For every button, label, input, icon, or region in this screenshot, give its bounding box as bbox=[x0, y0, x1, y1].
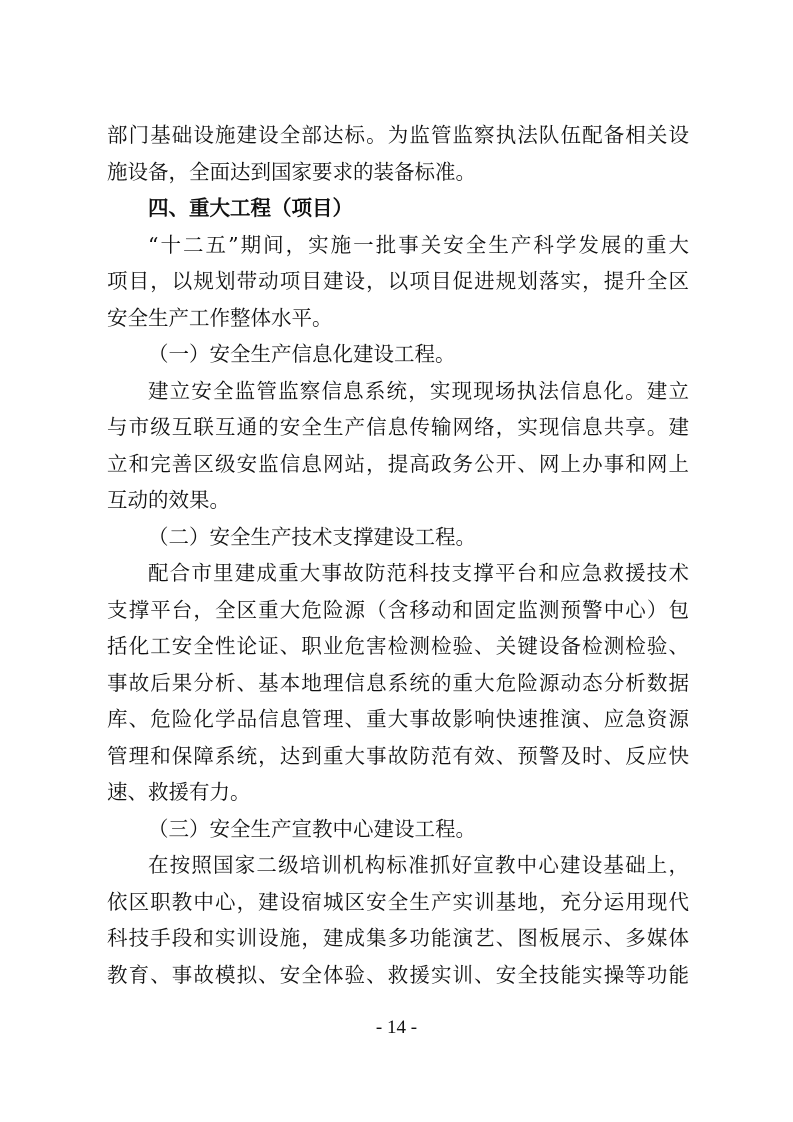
text-line: 立和完善区级安监信息网站，提高政务公开、网上办事和网上 bbox=[107, 451, 689, 476]
text-line: 建立安全监管监察信息系统，实现现场执法信息化。建立 bbox=[148, 378, 689, 403]
document-body bbox=[107, 117, 689, 993]
text-line: 管理和保障系统，达到重大事故防范有效、预警及时、反应快 bbox=[107, 743, 689, 768]
text-line: 科技手段和实训设施，建成集多功能演艺、图板展示、多媒体 bbox=[107, 926, 689, 950]
text-line: 速、救援有力。 bbox=[107, 780, 251, 804]
text-line: 括化工安全性论证、职业危害检测检验、关键设备检测检验、 bbox=[107, 634, 689, 658]
text-line: 教育、事故模拟、安全体验、救援实训、安全技能实操等功能 bbox=[107, 962, 689, 987]
text-line: 互动的效果。 bbox=[107, 488, 230, 512]
text-line: 依区职教中心，建设宿城区安全生产实训基地，充分运用现代 bbox=[107, 889, 689, 914]
section-heading: 四、重大工程（项目） bbox=[148, 196, 353, 220]
text-line: （一）安全生产信息化建设工程。 bbox=[148, 342, 456, 366]
text-line: （三）安全生产宣教中心建设工程。 bbox=[148, 816, 476, 841]
text-line: 与市级互联互通的安全生产信息传输网络，实现信息共享。建 bbox=[107, 415, 689, 439]
text-line: 施设备，全面达到国家要求的装备标准。 bbox=[107, 159, 476, 184]
text-line: 支撑平台，全区重大危险源（含移动和固定监测预警中心）包 bbox=[107, 597, 689, 622]
text-line: 事故后果分析、基本地理信息系统的重大危险源动态分析数据 bbox=[107, 670, 689, 695]
text-line: 安全生产工作整体水平。 bbox=[107, 305, 333, 330]
text-line: 配合市里建成重大事故防范科技支撑平台和应急救援技术 bbox=[148, 561, 689, 585]
page-number: - 14 - bbox=[375, 1017, 418, 1038]
text-line: （二）安全生产技术支撑建设工程。 bbox=[148, 524, 476, 549]
text-line: 在按照国家二级培训机构标准抓好宣教中心建设基础上， bbox=[148, 853, 689, 877]
text-line: 项目，以规划带动项目建设，以项目促进规划落实，提升全区 bbox=[107, 269, 689, 293]
text-line: “十二五”期间，实施一批事关安全生产科学发展的重大 bbox=[148, 232, 689, 257]
text-line: 库、危险化学品信息管理、重大事故影响快速推演、应急资源 bbox=[107, 707, 689, 731]
text-line: 部门基础设施建设全部达标。为监管监察执法队伍配备相关设 bbox=[107, 123, 689, 147]
